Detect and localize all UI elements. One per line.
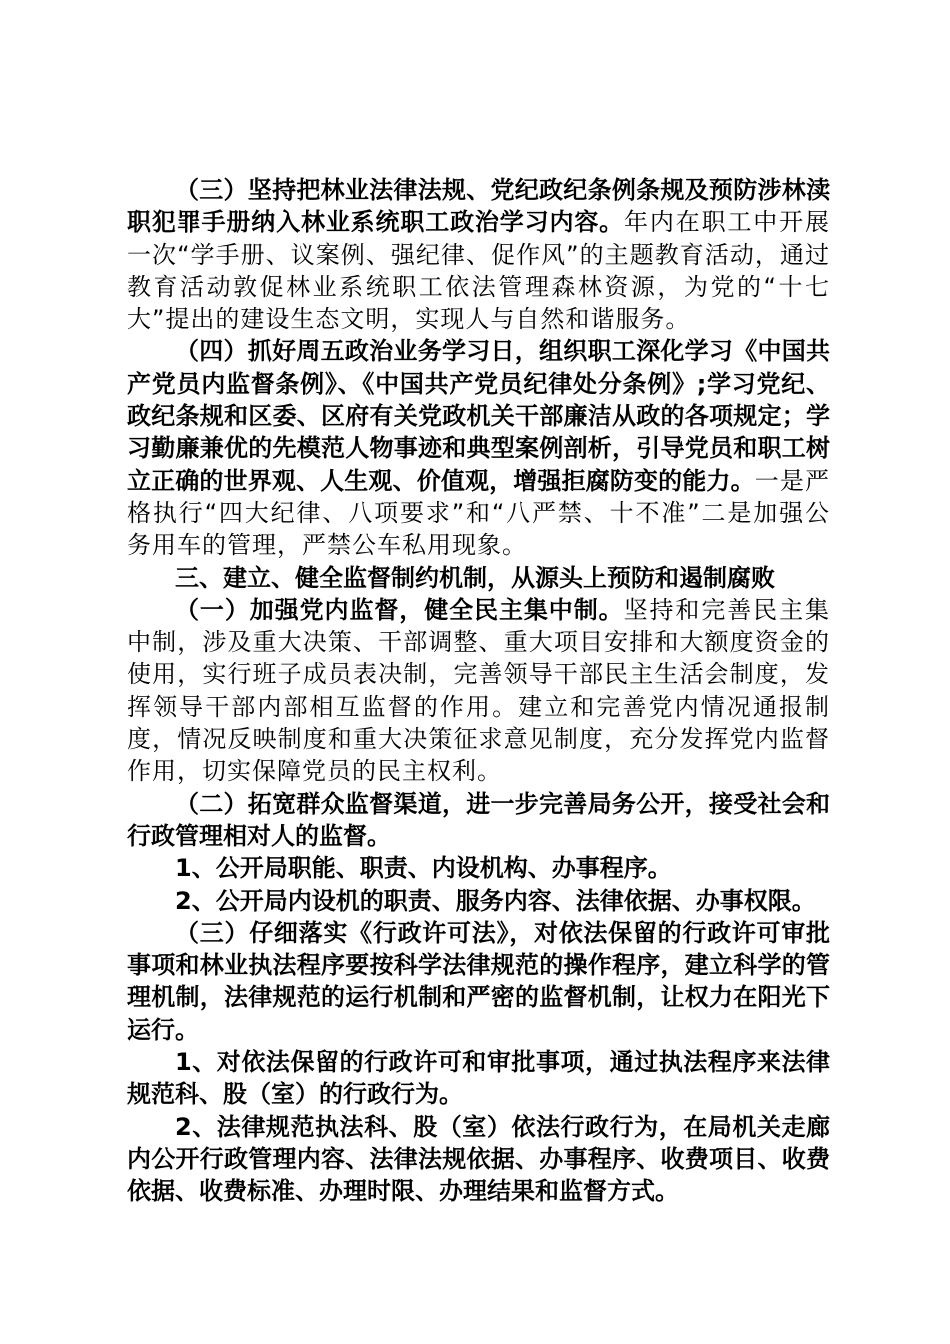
paragraph-public-supervision	[127, 788, 830, 853]
list-item-text: 2、公开局内设机的职责、服务内容、法律依据、办事权限。	[175, 886, 816, 915]
list-item	[127, 1046, 830, 1111]
list-item	[127, 1111, 830, 1208]
section-heading: 三、建立、健全监督制约机制，从源头上预防和遏制腐败	[175, 563, 775, 592]
list-item-text: 1、对依法保留的行政许可和审批事项，通过执法程序来法律规范科、股（室）的行政行为。	[127, 1048, 830, 1109]
paragraph-lead: （一）加强党内监督，健全民主集中制。	[175, 595, 624, 624]
list-item-text: 1、公开局职能、职责、内设机构、办事程序。	[175, 854, 672, 883]
paragraph-study-handbook	[127, 174, 830, 335]
paragraph-lead: （三）仔细落实《行政许可法》，对依法保留的行政许可审批事项和林业执法程序要按科学法律规范的操作程序，建立科学的管理机制，法律规范的运行机制和严密的监督机制，让权力在阳光下运行。	[127, 918, 830, 1044]
paragraph-body: 年内在职工中开展一次“学手册、议案例、强纪律、促作风”的主题教育活动，通过教育活动敦促林业系统职工依法管理森林资源，为党的“十七大”提出的建设生态文明，实现人与自然和谐服务。	[127, 208, 831, 334]
paragraph-friday-study	[127, 335, 830, 561]
paragraph-lead: （二）拓宽群众监督渠道，进一步完善局务公开，接受社会和行政管理相对人的监督。	[127, 789, 830, 850]
paragraph-lead: （三）坚持把林业法律法规、党纪政纪条例条规及预防涉林渎职犯罪手册纳入林业系统职工政治学习内容。	[127, 176, 830, 237]
paragraph-inner-supervision	[127, 594, 830, 788]
paragraph-administrative-permit	[127, 917, 830, 1046]
list-item-text: 2、法律规范执法科、股（室）依法行政行为，在局机关走廊内公开行政管理内容、法律法规依据、办事程序、收费项目、收费依据、收费标准、办理时限、办理结果和监督方式。	[127, 1112, 830, 1206]
paragraph-body: 一是严格执行“四大纪律、八项要求”和“八严禁、十不准”二是加强公务用车的管理，严禁公车私用现象。	[127, 466, 831, 560]
list-item	[127, 885, 830, 917]
document-page	[127, 174, 830, 1208]
paragraph-lead: （四）抓好周五政治业务学习日，组织职工深化学习《中国共产党员内监督条例》、《中国共产党员纪律处分条例》;学习党纪、政纪条规和区委、区府有关党政机关干部廉洁从政的各项规定；学习勤廉兼优的先模范人物事迹和典型案例剖析，引导党员和职工树立正确的世界观、人生观、价值观，增强拒腐防变的能力。	[127, 337, 830, 495]
list-item	[127, 852, 830, 884]
paragraph-body: 坚持和完善民主集中制，涉及重大决策、干部调整、重大项目安排和大额度资金的使用，实行班子成员表决制，完善领导干部民主生活会制度，发挥领导干部内部相互监督的作用。建立和完善党内情况通报制度，情况反映制度和重大决策征求意见制度，充分发挥党内监督作用，切实保障党员的民主权利。	[127, 595, 831, 786]
